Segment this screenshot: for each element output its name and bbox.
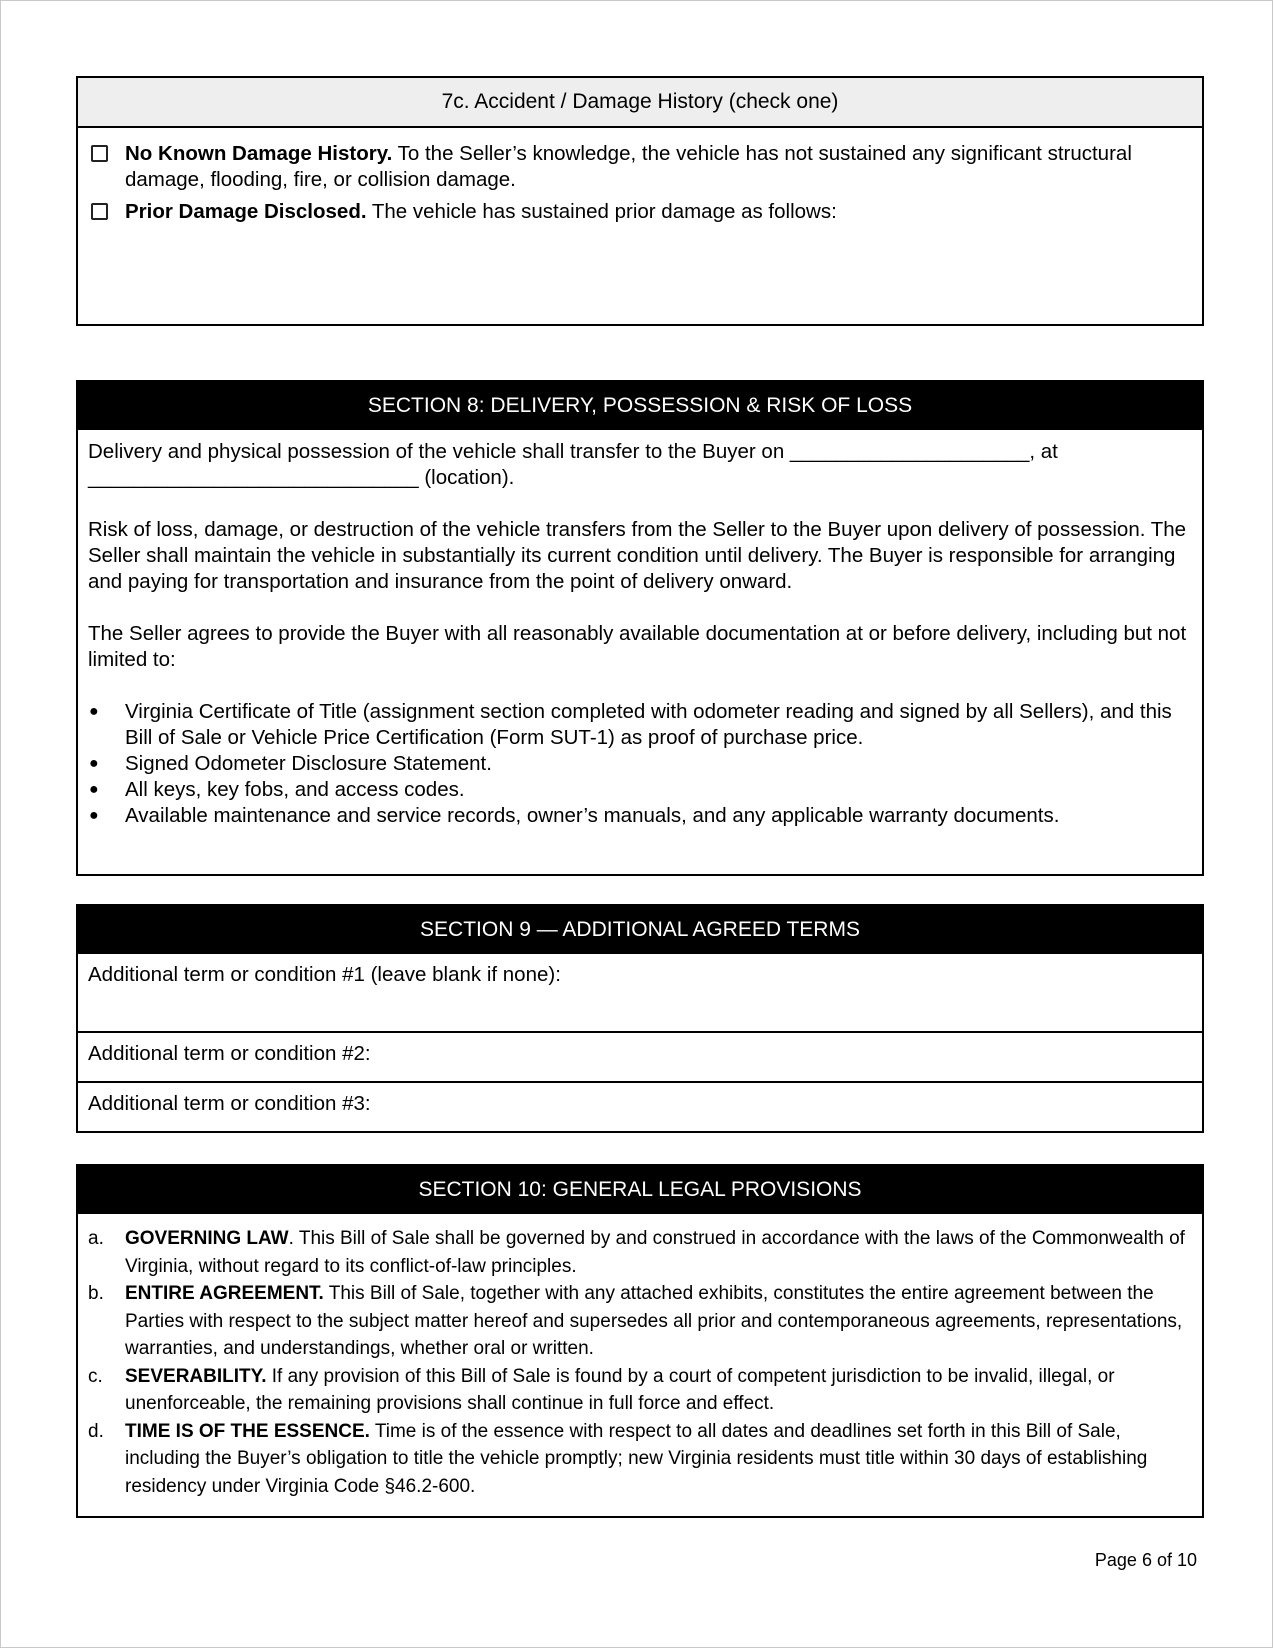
- option-label: No Known Damage History.: [125, 142, 393, 165]
- section-10-box: [76, 1164, 1204, 1518]
- documentation-list: [88, 699, 1192, 829]
- provision-text: If any provision of this Bill of Sale is found by a court of competent jurisdiction to be invalid, illegal, or unenforceable, the remaining provisions shall continue in full force and effect.: [125, 1365, 1115, 1414]
- damage-history-header: 7c. Accident / Damage History (check one): [78, 78, 1202, 128]
- list-item-text: Signed Odometer Disclosure Statement.: [125, 752, 492, 775]
- section-9-header: SECTION 9 — ADDITIONAL AGREED TERMS: [78, 906, 1202, 954]
- option-text: The vehicle has sustained prior damage as follows:: [366, 200, 837, 223]
- bullet: ●: [89, 781, 99, 798]
- prior-damage-checkbox[interactable]: [91, 203, 108, 220]
- additional-term-row[interactable]: [78, 1031, 1202, 1081]
- option-no-known-damage[interactable]: [78, 141, 1182, 193]
- additional-term-row[interactable]: [78, 954, 1202, 1031]
- list-item-text: Virginia Certificate of Title (assignment section completed with odometer reading and signed by all Sellers), and this Bill of Sale or Vehicle Price Certification (Form SUT-1) as proof of purchase price.: [125, 700, 1172, 749]
- page-number: Page 6 of 10: [1094, 1550, 1197, 1570]
- provision-marker: a.: [88, 1228, 104, 1249]
- list-item-text: All keys, key fobs, and access codes.: [125, 778, 465, 801]
- provision-item: [88, 1363, 1192, 1418]
- damage-history-box: [76, 76, 1204, 326]
- provision-title: TIME IS OF THE ESSENCE.: [125, 1420, 370, 1442]
- provision-text: Time is of the essence with respect to all dates and deadlines set forth in this Bill of Sale, including the Buyer’s obligation to title the vehicle promptly; new Virginia residents must title within 30 days of establishing residency under Virginia Code §46.2-600.: [125, 1420, 1148, 1497]
- documentation-intro: The Seller agrees to provide the Buyer with all reasonably available documentation at or before delivery, including but not limited to:: [88, 622, 1187, 671]
- legal-provisions-list: [88, 1225, 1192, 1500]
- provision-item: [88, 1280, 1192, 1363]
- bullet: ●: [89, 807, 99, 824]
- provision-marker: b.: [88, 1283, 104, 1304]
- additional-term-label: Additional term or condition #2:: [88, 1042, 371, 1065]
- list-item: [88, 803, 1192, 829]
- provision-marker: d.: [88, 1420, 104, 1442]
- provision-text: . This Bill of Sale shall be governed by and construed in accordance with the laws of the Commonwealth of Virginia, without regard to its conflict-of-law principles.: [125, 1228, 1185, 1277]
- provision-title: SEVERABILITY.: [125, 1365, 267, 1387]
- provision-marker: c.: [88, 1365, 103, 1387]
- list-item: [88, 699, 1192, 751]
- provision-title: GOVERNING LAW: [125, 1228, 289, 1249]
- section-8-box: [76, 380, 1204, 876]
- additional-term-label: Additional term or condition #3:: [88, 1092, 371, 1115]
- provision-title: ENTIRE AGREEMENT.: [125, 1283, 324, 1304]
- provision-item: [88, 1418, 1192, 1501]
- list-item-text: Available maintenance and service records, owner’s manuals, and any applicable warranty documents.: [125, 804, 1060, 827]
- section-8-header: SECTION 8: DELIVERY, POSSESSION & RISK OF LOSS: [78, 382, 1202, 430]
- no-known-damage-checkbox[interactable]: [91, 145, 108, 162]
- provision-item: [88, 1225, 1192, 1280]
- additional-term-row[interactable]: [78, 1081, 1202, 1131]
- bullet: ●: [89, 703, 99, 720]
- delivery-paragraph: [88, 439, 1192, 491]
- option-prior-damage[interactable]: [78, 199, 1182, 225]
- section-10-header: SECTION 10: GENERAL LEGAL PROVISIONS: [78, 1166, 1202, 1214]
- option-label: Prior Damage Disclosed.: [125, 200, 367, 223]
- bullet: ●: [89, 755, 99, 772]
- delivery-line[interactable]: Delivery and physical possession of the vehicle shall transfer to the Buyer on _____________________, at: [88, 440, 1058, 463]
- section-9-box: [76, 904, 1204, 1133]
- option-text: To the Seller’s knowledge, the vehicle has not sustained any significant structural damage, flooding, fire, or collision damage.: [125, 142, 1132, 191]
- risk-of-loss-paragraph: Risk of loss, damage, or destruction of the vehicle transfers from the Seller to the Buyer upon delivery of possession. The Seller shall maintain the vehicle in substantially its current condition until delivery. The Buyer is responsible for arranging and paying for transportation and insurance from the point of delivery onward.: [88, 518, 1187, 593]
- list-item: [88, 777, 1192, 803]
- provision-text: This Bill of Sale, together with any attached exhibits, constitutes the entire agreement between the Parties with respect to the subject matter hereof and supersedes all prior and contemporaneous agreements, representations, warranties, and understandings, whether oral or written.: [125, 1283, 1183, 1359]
- list-item: [88, 751, 1192, 777]
- location-line[interactable]: _____________________________ (location).: [88, 466, 515, 489]
- additional-term-label: Additional term or condition #1 (leave blank if none):: [88, 963, 561, 986]
